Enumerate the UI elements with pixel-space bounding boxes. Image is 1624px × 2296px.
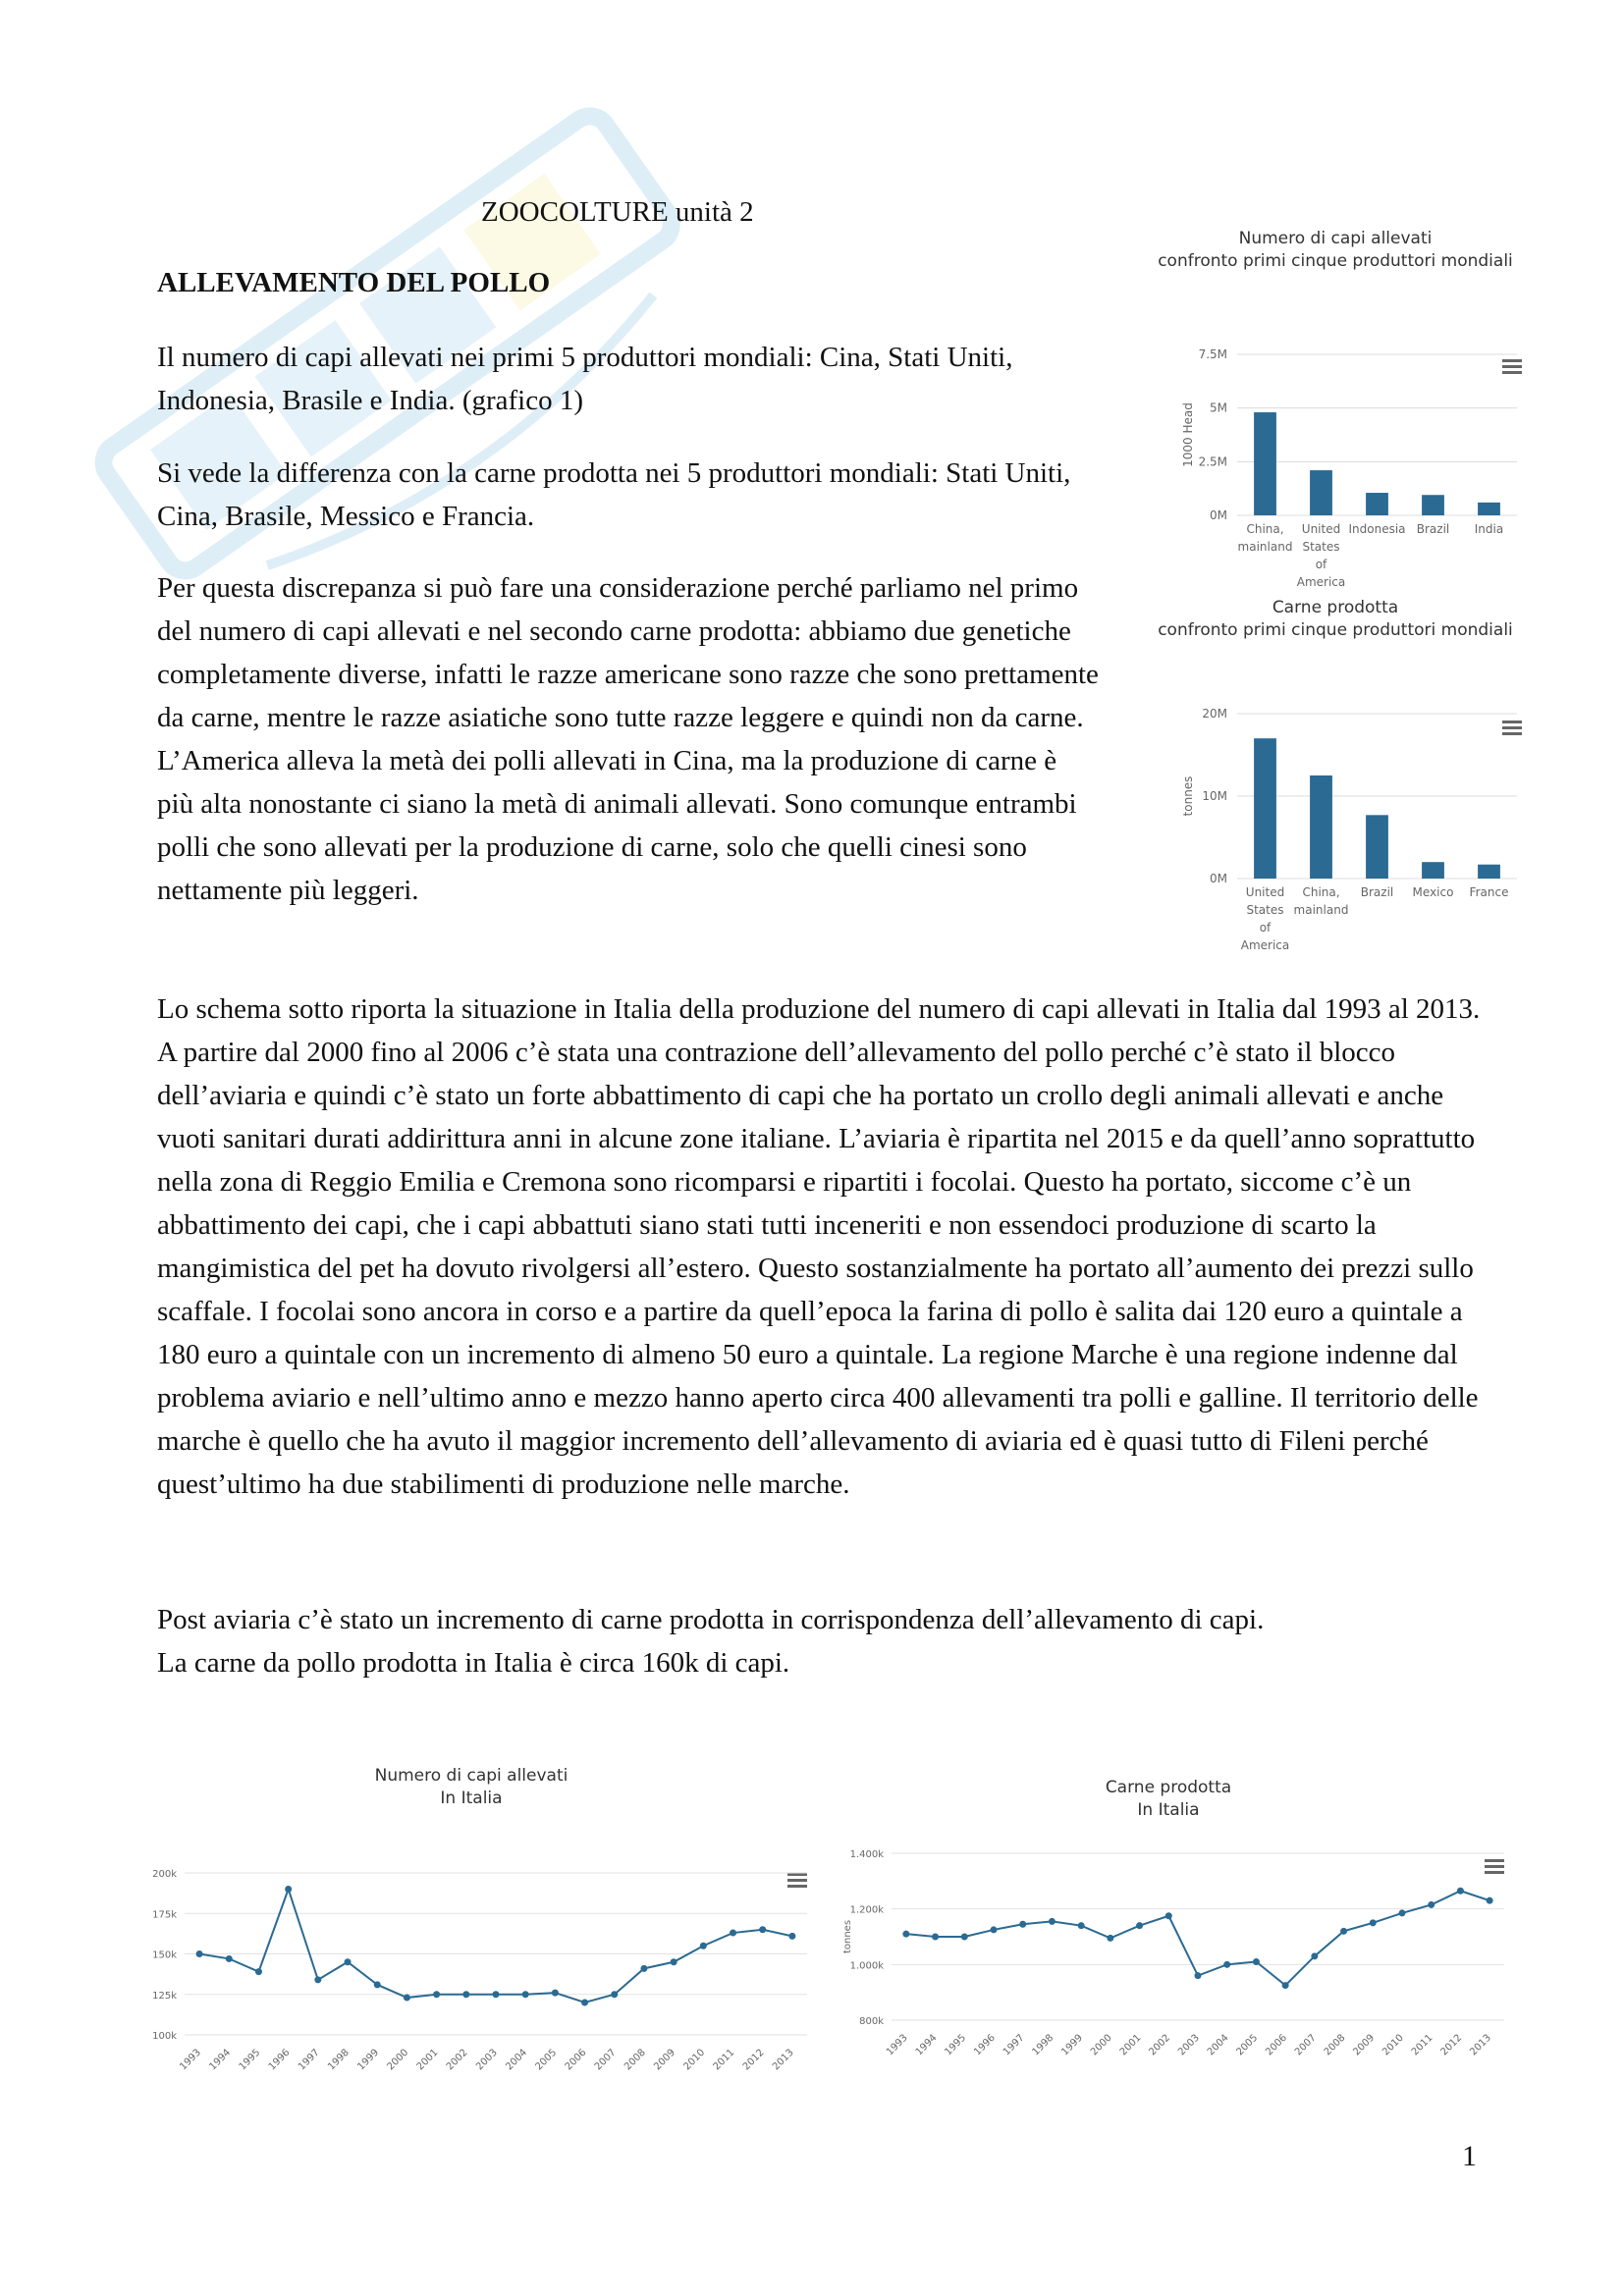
x-tick-label: 2004: [504, 2047, 530, 2073]
x-tick-label: 1997: [1001, 2032, 1027, 2058]
data-point: [1399, 1909, 1406, 1916]
x-tick-label: 2006: [563, 2047, 589, 2073]
x-tick-label: 2002: [444, 2047, 470, 2073]
y-tick-label: 0M: [1210, 508, 1227, 522]
x-tick-label: Mexico: [1412, 885, 1454, 899]
x-tick-label: 2005: [1234, 2032, 1261, 2058]
bar: [1366, 493, 1388, 515]
x-tick-label: of: [1315, 558, 1327, 571]
y-tick-label: 125k: [152, 1990, 177, 2002]
x-tick-label: 2001: [1117, 2032, 1144, 2058]
bar: [1478, 865, 1500, 879]
x-tick-label: 1994: [207, 2047, 234, 2073]
data-point: [1049, 1918, 1056, 1925]
x-tick-label: 2007: [1292, 2032, 1319, 2058]
x-tick-label: 2006: [1264, 2032, 1290, 2058]
paragraph-4: Lo schema sotto riporta la situazione in Italia della produzione del numero di capi allevati in Italia dal 1993 al 2013. A partire dal 2000 fino al 2006 c’è stata una contrazione dell’allevamento del pollo perché c’è stato il blocco dell’aviaria e quindi c’è stato un forte abbattimento di capi che ha portato un crollo degli animali allevati e anche vuoti sanitari durati addirittura anni in alcune zone italiane. L’aviaria è ripartita nel 2015 e da quell’anno soprattutto nella zona di Reggio Emilia e Cremona sono ricomparsi e ripartiti i focolai. Questo ha portato, siccome c’è un abbattimento dei capi, che i capi abbattuti siano stati tutti inceneriti e non essendoci produzione di scarto la mangimistica del pet ha dovuto rivolgersi all’estero. Questo sostanzialmente ha portato all’aumento dei prezzi sullo scaffale. I focolai sono ancora in corso e a partire da quell’epoca la farina di pollo è salita dai 120 euro a quintale a 180 euro a quintale con un incremento di almeno 50 euro a quintale. La regione Marche è una regione indenne dal problema aviario e nell’ultimo anno e mezzo hanno aperto circa 400 allevamenti tra polli e galline. Il territorio delle marche è quello che ha avuto il maggior incremento dell’allevamento di aviaria ed è quasi tutto di Fileni perché quest’ultimo ha due stabilimenti di produzione nelle marche.: [157, 993, 1481, 1500]
paragraph-1: Il numero di capi allevati nei primi 5 produttori mondiali: Cina, Stati Uniti, Indonesia, Brasile e India. (grafico 1): [157, 342, 1013, 416]
x-tick-label: India: [1474, 522, 1504, 536]
chart-subtitle: In Italia: [440, 1789, 503, 1808]
bar: [1310, 470, 1332, 515]
data-point: [493, 1991, 500, 1998]
x-tick-label: 2013: [1468, 2032, 1494, 2058]
paragraph-3: Per questa discrepanza si può fare una considerazione perché parliamo nel primo del numero di capi allevati e nel secondo carne prodotta: abbiamo due genetiche completamente diverse, infatti le razze americane sono razze che sono prettamente da carne, mentre le razze asiatiche sono tutte razze leggere e quindi non da carne. L’America alleva la metà dei polli allevati in Cina, ma la produzione di carne è più alta nonostante ci siano la metà di animali allevati. Sono comunque entrambi polli che sono allevati per la produzione di carne, solo che quelli cinesi sono nettamente più leggeri.: [157, 572, 1099, 906]
x-tick-label: 1997: [296, 2047, 322, 2073]
chart-subtitle: In Italia: [1137, 1800, 1200, 1820]
x-tick-label: 2003: [474, 2047, 500, 2073]
x-tick-label: 2007: [592, 2047, 619, 2073]
data-point: [788, 1933, 795, 1940]
y-axis-label: tonnes: [842, 1919, 853, 1954]
x-tick-label: 1996: [972, 2032, 998, 2058]
y-tick-label: 20M: [1202, 707, 1227, 721]
bar: [1254, 738, 1276, 879]
x-tick-label: 1995: [237, 2047, 263, 2073]
y-tick-label: 100k: [152, 2031, 177, 2042]
data-point: [759, 1926, 766, 1933]
x-tick-label: 1996: [266, 2047, 293, 2073]
data-point: [1487, 1897, 1493, 1904]
x-tick-label: 2005: [533, 2047, 560, 2073]
data-point: [226, 1955, 233, 1962]
x-tick-label: of: [1259, 921, 1272, 934]
data-point: [1253, 1958, 1260, 1965]
x-tick-label: 2011: [1409, 2032, 1435, 2058]
data-point: [581, 2000, 588, 2006]
x-tick-label: 2008: [623, 2047, 648, 2073]
x-tick-label: United: [1245, 885, 1285, 899]
chart-title: Carne prodotta: [1272, 598, 1399, 617]
series-line: [906, 1891, 1489, 1985]
data-point: [1457, 1888, 1464, 1895]
x-tick-label: China,: [1246, 522, 1284, 536]
data-point: [552, 1990, 559, 1997]
unit-title: ZOOCOLTURE unità 2: [481, 196, 754, 228]
page-number: 1: [1462, 2140, 1477, 2172]
data-point: [285, 1886, 292, 1893]
data-point: [433, 1991, 440, 1998]
chart-capi-italia: [147, 1755, 815, 2073]
x-tick-label: States: [1246, 903, 1284, 917]
bar: [1478, 503, 1500, 515]
x-tick-label: 2010: [1380, 2032, 1406, 2058]
x-tick-label: 2004: [1205, 2032, 1231, 2058]
x-tick-label: 2001: [414, 2047, 441, 2073]
x-tick-label: mainland: [1237, 540, 1293, 554]
x-tick-label: 2008: [1322, 2032, 1348, 2058]
data-point: [1311, 1952, 1318, 1959]
data-point: [700, 1943, 707, 1949]
y-axis-label: 1000 Head: [1181, 402, 1195, 467]
chart-capi-mondiali: [1139, 224, 1532, 597]
chart-carne-italia: [844, 1767, 1512, 2081]
x-tick-label: 2012: [740, 2047, 767, 2073]
x-tick-label: France: [1469, 885, 1509, 899]
y-tick-label: 1.200k: [849, 1904, 884, 1916]
x-tick-label: America: [1296, 575, 1346, 589]
data-point: [404, 1995, 410, 2002]
data-point: [991, 1926, 998, 1933]
data-point: [902, 1931, 909, 1938]
bar: [1422, 495, 1444, 515]
data-point: [961, 1934, 968, 1941]
chart-carne-mondiale: [1139, 593, 1532, 976]
data-point: [1136, 1922, 1143, 1929]
x-tick-label: United: [1301, 522, 1341, 536]
bar: [1310, 775, 1332, 879]
data-point: [522, 1991, 529, 1998]
x-tick-label: 2003: [1176, 2032, 1202, 2058]
data-point: [730, 1930, 736, 1937]
data-point: [611, 1991, 618, 1998]
chart-title: Numero di capi allevati: [374, 1766, 568, 1786]
data-point: [1370, 1919, 1377, 1926]
data-point: [671, 1958, 677, 1965]
x-tick-label: Brazil: [1360, 885, 1394, 899]
data-point: [314, 1976, 321, 1983]
data-point: [1223, 1961, 1230, 1968]
x-tick-label: 1999: [355, 2047, 382, 2073]
y-tick-label: 10M: [1202, 789, 1227, 803]
x-tick-label: 1993: [178, 2047, 203, 2073]
x-tick-label: 1993: [884, 2032, 910, 2058]
chart-title: Carne prodotta: [1105, 1778, 1232, 1797]
x-tick-label: 1998: [326, 2047, 352, 2073]
y-tick-label: 1.000k: [849, 1960, 884, 1972]
data-point: [374, 1981, 381, 1988]
x-tick-label: 2013: [771, 2047, 796, 2073]
data-point: [1282, 1982, 1289, 1989]
x-tick-label: States: [1302, 540, 1340, 554]
y-tick-label: 150k: [152, 1949, 177, 1961]
y-tick-label: 0M: [1210, 872, 1227, 885]
x-tick-label: 1999: [1059, 2032, 1086, 2058]
x-tick-label: 1995: [943, 2032, 969, 2058]
x-tick-label: mainland: [1293, 903, 1349, 917]
x-tick-label: 1998: [1030, 2032, 1056, 2058]
y-tick-label: 200k: [152, 1869, 177, 1880]
bar: [1422, 862, 1444, 879]
data-point: [1019, 1921, 1026, 1928]
data-point: [255, 1968, 262, 1975]
bar: [1254, 412, 1276, 515]
x-tick-label: 2011: [711, 2047, 737, 2073]
y-tick-label: 1.400k: [849, 1849, 884, 1860]
data-point: [462, 1991, 469, 1998]
x-tick-label: 2009: [652, 2047, 678, 2073]
y-tick-label: 7.5M: [1198, 347, 1227, 361]
x-tick-label: 2000: [1088, 2032, 1114, 2058]
x-tick-label: 2002: [1147, 2032, 1173, 2058]
data-point: [1340, 1928, 1347, 1935]
y-tick-label: 2.5M: [1198, 454, 1227, 469]
x-tick-label: 1994: [913, 2032, 940, 2058]
x-tick-label: 2000: [385, 2047, 411, 2073]
chart-title: Numero di capi allevati: [1238, 229, 1433, 248]
paragraph-6: La carne da pollo prodotta in Italia è circa 160k di capi.: [157, 1647, 790, 1679]
data-point: [345, 1958, 352, 1965]
x-tick-label: America: [1240, 938, 1290, 952]
y-tick-label: 175k: [152, 1909, 177, 1921]
chart-subtitle: confronto primi cinque produttori mondiali: [1158, 620, 1513, 640]
data-point: [1107, 1935, 1113, 1942]
data-point: [1165, 1912, 1172, 1919]
section-title: ALLEVAMENTO DEL POLLO: [157, 267, 551, 298]
data-point: [640, 1965, 647, 1972]
x-tick-label: Indonesia: [1348, 522, 1406, 536]
y-tick-label: 800k: [859, 2016, 884, 2027]
data-point: [932, 1934, 939, 1941]
y-tick-label: 5M: [1210, 400, 1227, 415]
x-tick-label: 2009: [1351, 2032, 1378, 2058]
x-tick-label: 2010: [681, 2047, 708, 2073]
paragraph-2: Si vede la differenza con la carne prodotta nei 5 produttori mondiali: Stati Uniti, Cina, Brasile, Messico e Francia.: [157, 457, 1071, 532]
data-point: [1428, 1901, 1435, 1908]
data-point: [196, 1950, 203, 1957]
chart-subtitle: confronto primi cinque produttori mondiali: [1158, 251, 1513, 271]
data-point: [1195, 1972, 1202, 1979]
data-point: [1078, 1922, 1085, 1929]
bar: [1366, 815, 1388, 879]
paragraph-5: Post aviaria c’è stato un incremento di carne prodotta in corrispondenza dell’allevamento di capi.: [157, 1604, 1265, 1635]
x-tick-label: Brazil: [1416, 522, 1450, 536]
x-tick-label: 2012: [1438, 2032, 1465, 2058]
y-axis-label: tonnes: [1181, 775, 1195, 817]
x-tick-label: China,: [1302, 885, 1340, 899]
